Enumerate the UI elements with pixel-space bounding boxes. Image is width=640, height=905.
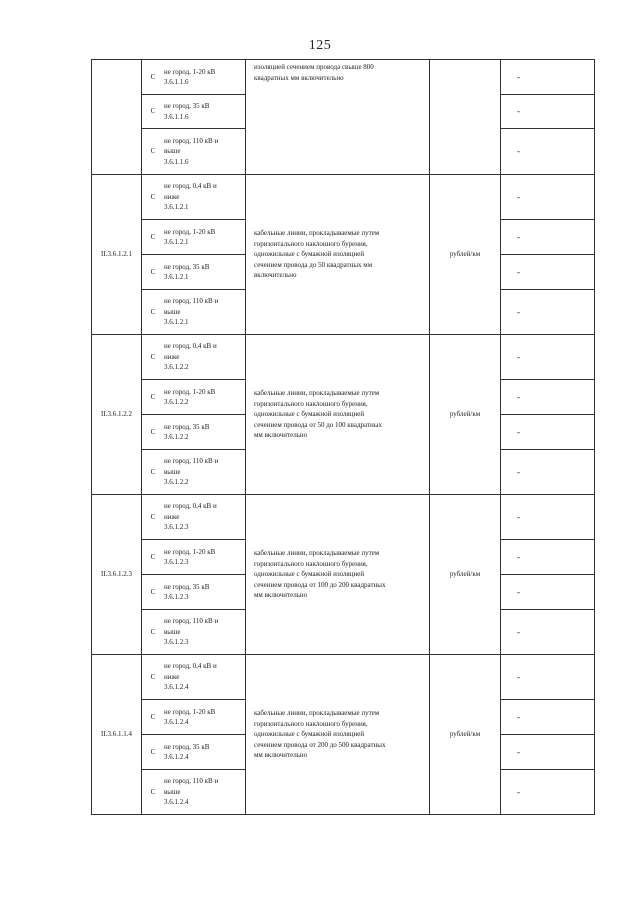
description-line: кабельные линии, прокладываемые путем [254,549,380,558]
category-letter: С [150,512,156,521]
condition-line: 3.6.1.2.3 [164,523,189,532]
condition-line: 3.6.1.2.2 [164,363,189,372]
rate-value: - [517,351,520,362]
category-letter: С [150,787,156,796]
description-line: горизонтального наклонного бурения, [254,719,368,728]
condition-line: 3.6.1.2.4 [164,753,189,761]
condition-cell [142,175,246,220]
condition-line: не город, 35 кВ [164,582,210,591]
condition-line: ниже [164,192,180,201]
condition-line: 3.6.1.2.1 [164,273,189,281]
rate-value: - [517,231,520,242]
category-letter: С [150,267,156,276]
category-letter: С [150,352,156,361]
category-letter: С [150,587,156,596]
rate-value: - [517,426,520,437]
unit-cell [430,175,501,335]
rate-value: - [517,711,520,722]
condition-line: не город, 0,4 кВ и [164,182,217,191]
condition-cell [142,380,246,415]
description-cell [246,335,430,495]
rate-value: - [517,551,520,562]
value-cell [501,495,595,540]
value-cell [501,610,595,655]
unit-cell [430,60,501,175]
rate-value: - [517,71,520,82]
value-cell [501,415,595,450]
condition-line: не город, 1-20 кВ [164,227,216,236]
category-letter: С [150,427,156,436]
description-line: горизонтального наклонного бурения, [254,559,368,568]
condition-line: не город, 1-20 кВ [164,67,216,76]
condition-line: 3.6.1.2.3 [164,638,189,647]
condition-line: 3.6.1.1.6 [164,157,189,166]
value-cell [501,700,595,735]
condition-cell [142,290,246,335]
rate-value: - [517,306,520,317]
description-line: одножильные с бумажной изоляцией [254,250,365,259]
rate-value: - [517,146,520,157]
category-letter: С [150,552,156,561]
value-cell [501,255,595,290]
description-line: одножильные с бумажной изоляцией [254,730,365,739]
value-cell [501,60,595,95]
condition-line: 3.6.1.2.2 [164,398,189,406]
category-letter: С [150,392,156,401]
description-line: одножильные с бумажной изоляцией [254,410,365,419]
condition-line: выше [164,787,181,796]
item-code: II.3.6.1.1.4 [101,730,132,739]
condition-line: не город, 0,4 кВ и [164,662,217,671]
rate-value: - [517,106,520,117]
condition-line: 3.6.1.2.1 [164,203,189,212]
rate-value: - [517,746,520,757]
description-line: кабельные линии, прокладываемые путем [254,389,380,398]
condition-line: не город, 110 кВ и [164,136,219,145]
description-line: квадратных мм включительно [254,73,344,82]
description-line: кабельные линии, прокладываемые путем [254,709,380,718]
condition-line: не город, 1-20 кВ [164,707,216,716]
value-cell [501,735,595,770]
category-letter: С [150,192,156,201]
condition-line: выше [164,147,181,156]
condition-cell [142,450,246,495]
condition-cell [142,655,246,700]
description-line: мм включительно [254,591,308,600]
condition-cell [142,540,246,575]
value-cell [501,335,595,380]
category-letter: С [150,712,156,721]
description-line: сечением провода от 50 до 100 квадратных [254,420,382,429]
description-cell [246,175,430,335]
unit-label: рублей/км [449,410,481,419]
condition-cell [142,335,246,380]
condition-line: выше [164,467,181,476]
condition-line: ниже [164,672,180,681]
category-letter: С [150,747,156,756]
rate-value: - [517,786,520,797]
condition-cell [142,495,246,540]
condition-line: не город, 110 кВ и [164,457,219,466]
condition-line: не город, 1-20 кВ [164,547,216,556]
description-line: одножильные с бумажной изоляцией [254,570,365,579]
condition-line: 3.6.1.1.6 [164,78,189,86]
condition-cell [142,610,246,655]
value-cell [501,380,595,415]
table-row [92,655,595,700]
condition-line: 3.6.1.2.3 [164,593,189,601]
unit-label: рублей/км [449,250,481,259]
code-cell [92,335,142,495]
table-row [92,335,595,380]
condition-cell [142,95,246,129]
condition-line: 3.6.1.2.1 [164,238,189,246]
category-letter: С [150,467,156,476]
description-line: включительно [254,271,297,280]
value-cell [501,770,595,815]
rate-value: - [517,511,520,522]
rate-value: - [517,466,520,477]
category-letter: С [150,672,156,681]
description-line: изоляцией сечением провода свыше 800 [254,63,374,71]
unit-cell [430,495,501,655]
condition-line: выше [164,627,181,636]
category-letter: С [150,72,156,81]
condition-line: не город, 110 кВ и [164,777,219,786]
value-cell [501,290,595,335]
table-row [92,175,595,220]
description-line: сечением провода до 50 квадратных мм [254,260,373,269]
code-cell [92,175,142,335]
condition-cell [142,60,246,95]
rate-value: - [517,626,520,637]
category-letter: С [150,232,156,241]
description-cell [246,60,430,175]
condition-line: не город, 110 кВ и [164,617,219,626]
condition-line: не город, 110 кВ и [164,297,219,306]
item-code: II.3.6.1.2.1 [101,250,132,259]
rate-value: - [517,266,520,277]
code-cell [92,60,142,175]
condition-line: 3.6.1.2.4 [164,798,189,807]
condition-line: не город, 35 кВ [164,742,210,751]
code-cell [92,655,142,815]
item-code: II.3.6.1.2.3 [101,570,132,579]
rate-value: - [517,586,520,597]
value-cell [501,129,595,175]
description-line: сечением провода от 100 до 200 квадратных [254,580,386,589]
condition-line: 3.6.1.1.6 [164,112,189,121]
item-code: II.3.6.1.2.2 [101,410,132,419]
condition-line: ниже [164,352,180,361]
description-cell [246,495,430,655]
description-line: кабельные линии, прокладываемые путем [254,229,380,238]
rates-table [91,59,595,815]
condition-line: не город, 35 кВ [164,102,210,110]
description-line: горизонтального наклонного бурения, [254,399,368,408]
description-cell [246,655,430,815]
condition-cell [142,220,246,255]
condition-line: не город, 1-20 кВ [164,387,216,396]
condition-cell [142,415,246,450]
category-letter: С [150,307,156,316]
condition-cell [142,255,246,290]
unit-cell [430,335,501,495]
value-cell [501,450,595,495]
description-line: мм включительно [254,751,308,760]
condition-cell [142,735,246,770]
rate-value: - [517,391,520,402]
condition-line: 3.6.1.2.4 [164,683,189,692]
condition-line: выше [164,307,181,316]
value-cell [501,175,595,220]
unit-cell [430,655,501,815]
value-cell [501,220,595,255]
table-row [92,495,595,540]
unit-label: рублей/км [449,730,481,739]
condition-line: 3.6.1.2.2 [164,478,189,487]
category-letter: С [150,147,156,156]
description-line: сечением провода от 200 до 500 квадратных [254,740,386,749]
unit-label: рублей/км [449,570,481,579]
condition-line: не город, 0,4 кВ и [164,502,217,511]
rate-value: - [517,671,520,682]
condition-cell [142,700,246,735]
condition-cell [142,575,246,610]
category-letter: С [150,107,156,116]
condition-line: ниже [164,512,180,521]
value-cell [501,575,595,610]
condition-line: не город, 35 кВ [164,422,210,431]
description-line: мм включительно [254,431,308,440]
value-cell [501,655,595,700]
category-letter: С [150,627,156,636]
description-line: горизонтального наклонного бурения, [254,239,368,248]
condition-line: 3.6.1.2.4 [164,718,189,726]
condition-line: не город, 35 кВ [164,262,210,271]
rate-value: - [517,191,520,202]
value-cell [501,95,595,129]
table-row [92,60,595,95]
condition-line: 3.6.1.2.3 [164,558,189,566]
value-cell [501,540,595,575]
condition-cell [142,129,246,175]
condition-line: 3.6.1.2.1 [164,318,189,327]
condition-cell [142,770,246,815]
page-number: 125 [308,38,332,53]
condition-line: не город, 0,4 кВ и [164,342,217,351]
code-cell [92,495,142,655]
condition-line: 3.6.1.2.2 [164,433,189,441]
